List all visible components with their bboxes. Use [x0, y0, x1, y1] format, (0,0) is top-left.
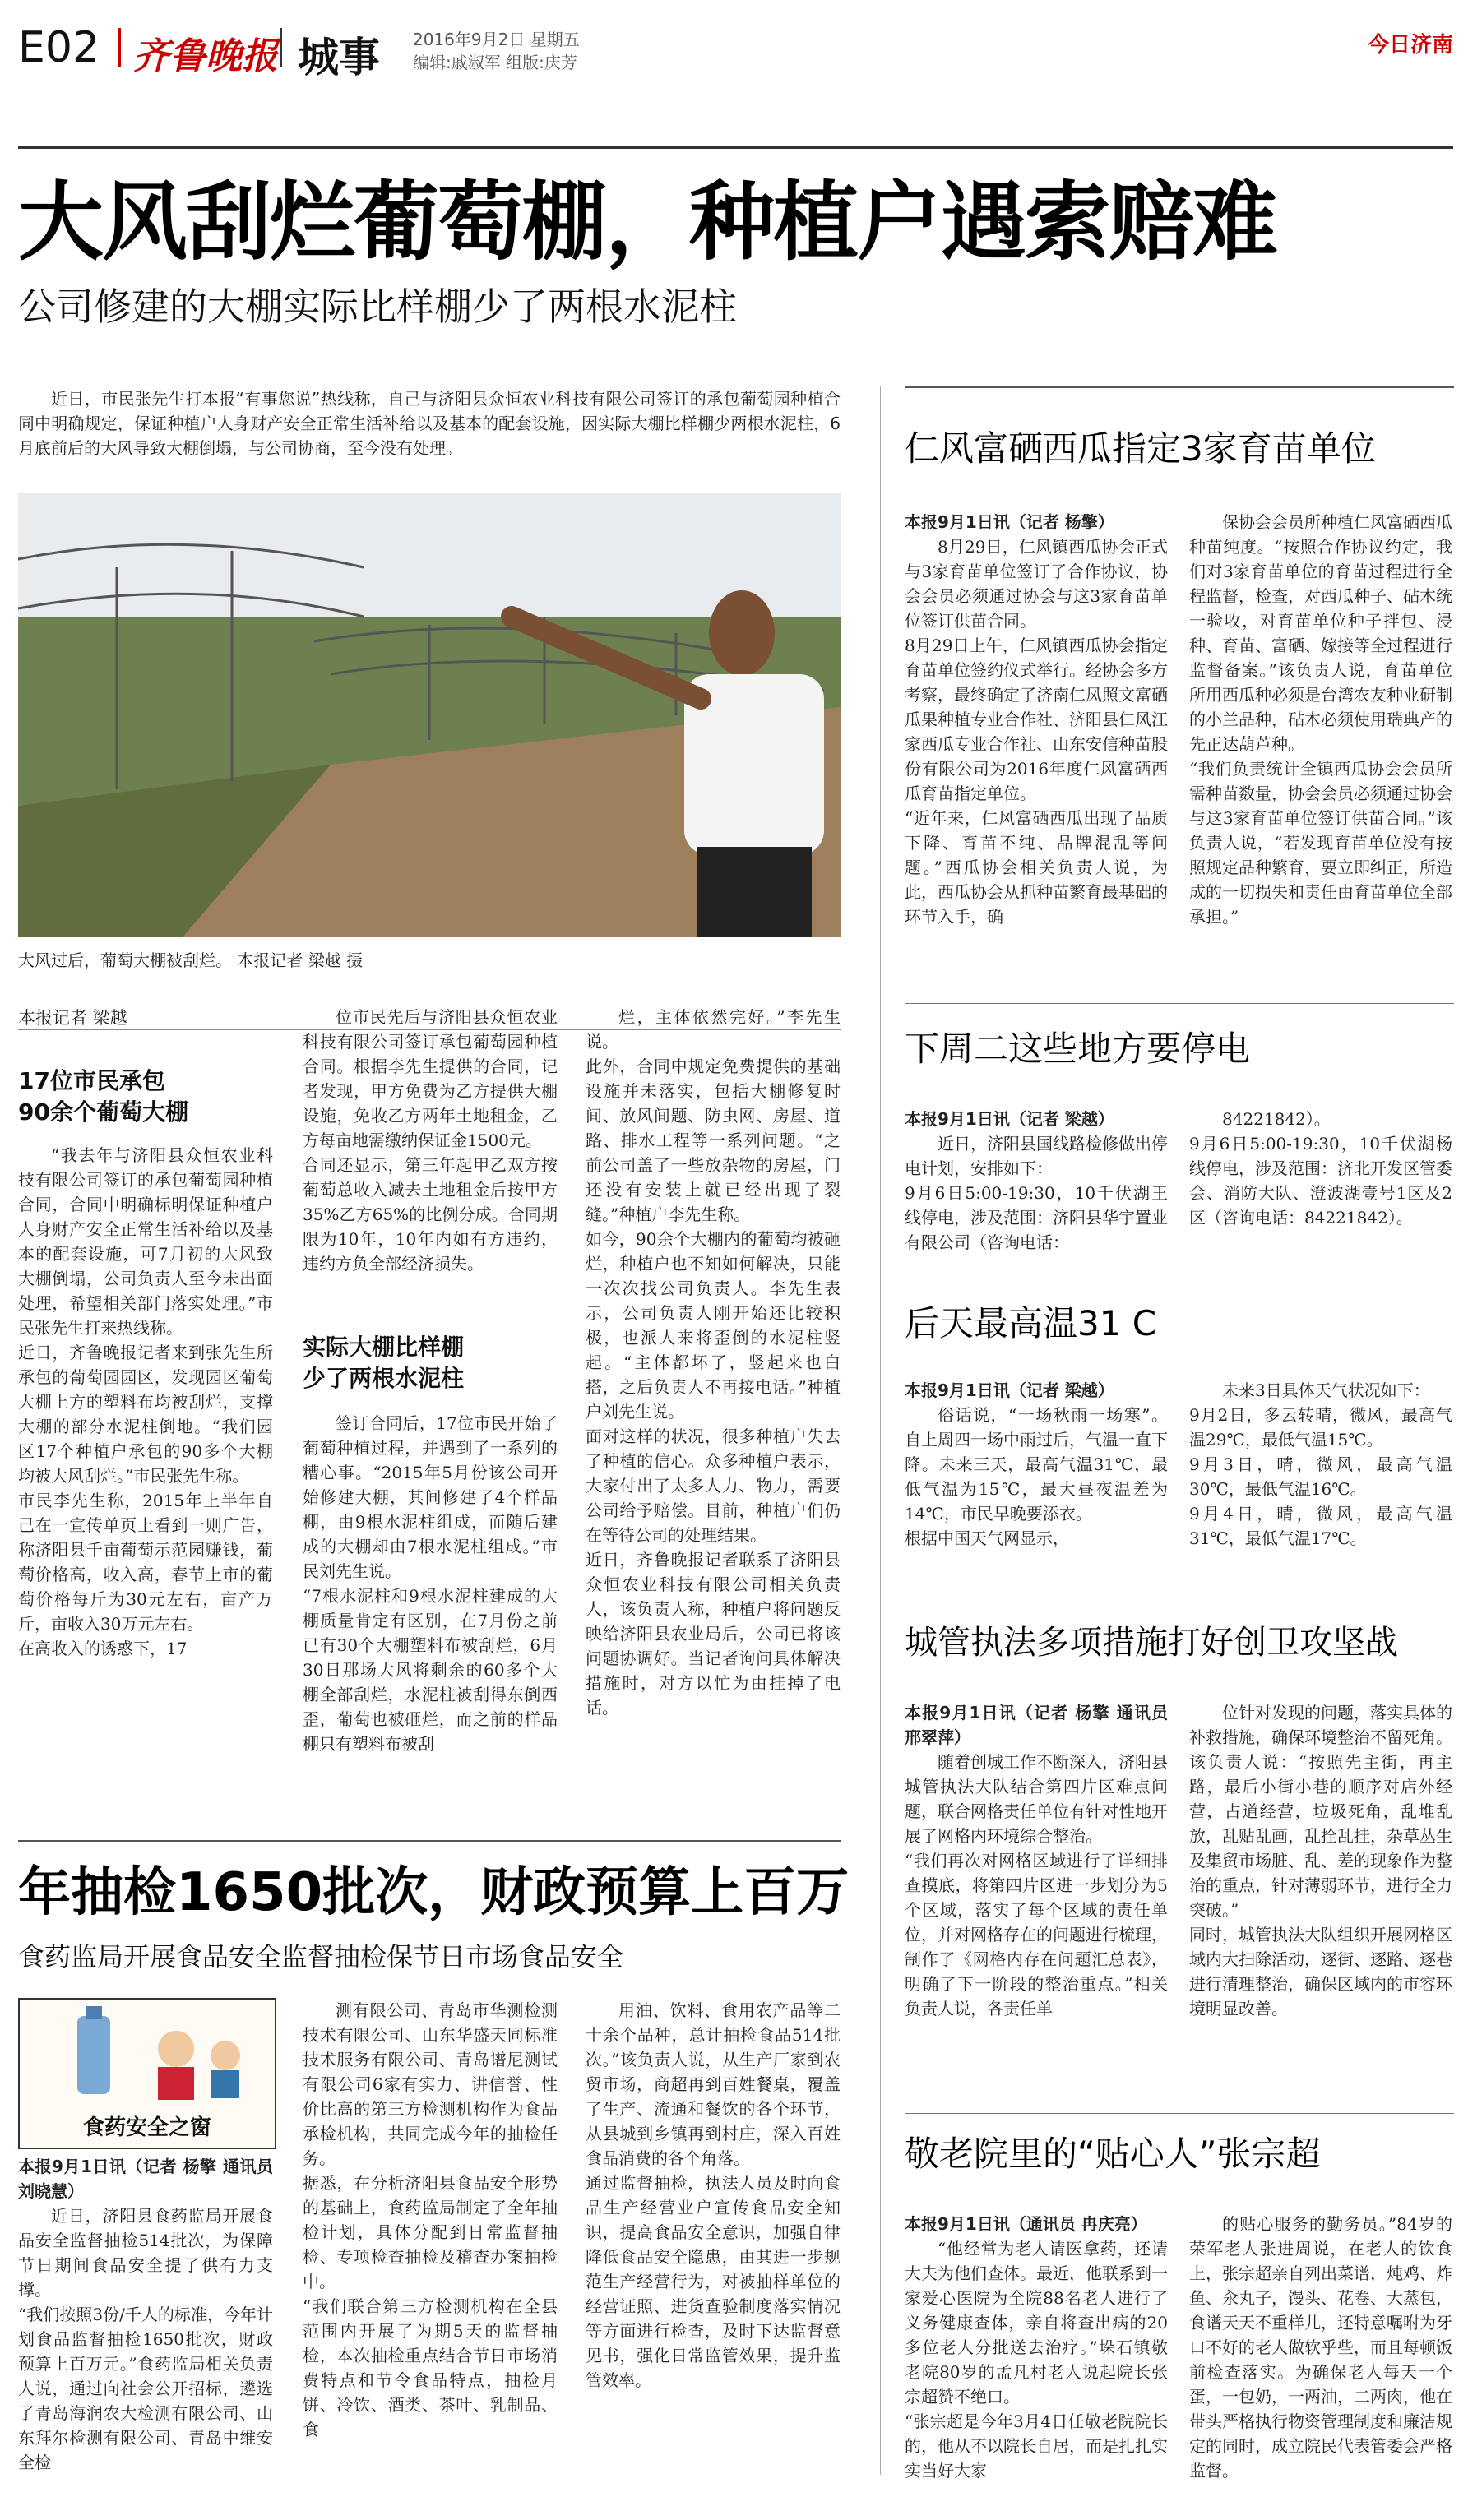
right-top-rule — [905, 386, 1454, 388]
column-divider — [880, 386, 881, 2475]
article-laoren-col1 — [905, 2212, 1168, 2499]
article-laoren-col2 — [1189, 2212, 1452, 2499]
lead-col2b-text: 签订合同后，17位市民开始了葡萄种植过程，并遇到了一系列的糟心事。“2015年5月份该公司开始修建大棚，其间修建了4个样品棚，由9根水泥柱组成，而随后建成的大棚却由7根水泥柱组成。”市民刘先生说。 “7根水泥柱和9根水泥柱建成的大棚质量肯定有区别，在7月份之前已有30个大棚塑料布被刮烂，6月30日那场大风将剩余的60多个大棚全部刮烂，水泥柱被刮得东倒西歪，葡萄也被砸烂，而之前的样品棚只有塑料布被刮 — [303, 1413, 558, 1754]
lead-headline: 大风刮烂葡萄棚，种植户遇索赔难 — [18, 172, 1277, 272]
photo-caption: 大风过后，葡萄大棚被刮烂。 本报记者 梁越 摄 — [18, 950, 364, 970]
weather-col1-text: 俗话说，“一场秋雨一场寒”。自上周四一场中雨过后，气温一直下降。未来三天，最高气温31℃，最低气温为15℃，最大昼夜温差为14℃，市民早晚要添衣。 根据中国天气网显示， — [905, 1405, 1168, 1548]
article-xigua-col1 — [905, 510, 1168, 987]
story2-col3-text: 用油、饮料、食用农产品等二十余个品种，总计抽检食品514批次。”该负责人说，从生产厂家到农贸市场，商超再到百姓餐桌，覆盖了生产、流通和餐饮的各个环节，从县城到乡镇再到村庄，深入百姓食品消费的各个角落。 通过监督抽检，执法人员及时向食品生产经营业户宣传食品安全知识，提高食品安全意识，加强自律降低食品安全隐患，由其进一步规范生产经营行为，对被抽样单位的经营证照、进货查验制度落实情况等方面进行检查，及时下达监督意见书，强化日常监管效果，提升监管效率。 — [586, 2000, 841, 2390]
masthead — [18, 23, 1453, 81]
article-chengguan-title: 城管执法多项措施打好创卫攻坚战 — [905, 1624, 1398, 1662]
lead-col2-text: 位市民先后与济阳县众恒农业科技有限公司签订承包葡萄园种植合同。根据李先生提供的合同，记者发现，甲方免费为乙方提供大棚设施，免收乙方两年土地租金，乙方每亩地需缴纳保证金1500元。 合同还显示，第三年起甲乙双方按葡萄总收入减去土地租金后按甲方35%乙方65%的比例分成。合同期限为10年，10年内如有方违约，违约方负全部经济损失。 — [303, 1007, 558, 1274]
rule-a2 — [905, 1003, 1454, 1004]
logo-label: 食药安全之窗 — [82, 2115, 211, 2140]
article-power-title: 下周二这些地方要停电 — [905, 1029, 1251, 1069]
rule-a5 — [905, 2113, 1454, 2114]
lead-col3-text: 烂，主体依然完好。”李先生说。 此外，合同中规定免费提供的基础设施并未落实，包括大棚修复时间、放风间题、防虫网、房屋、道路、排水工程等一系列问题。“之前公司盖了一些放杂物的房屋，门还没有安装上就已经出现了裂缝。”种植户李先生称。 如今，90余个大棚内的葡萄均被砸烂，种植户也不知如何解决，只能一次次找公司负责人。李先生表示，公司负责人刚开始还比较积极，也派人来将歪倒的水泥柱竖起。“主体都坏了，竖起来也白搭，之后负责人不再接电话。”种植户刘先生说。 面对这样的状况，很多种植户失去了种植的信心。众多种植户表示，大家付出了太多人力、物力，需要公司给予赔偿。目前，种植户们仍在等待公司的处理结果。 近日，齐鲁晚报记者联系了济阳县众恒农业科技有限公司相关负责人，该负责人称，种植户将问题反映给济阳县农业局后，公司已将该问题协调好。当记者询问具体解决措施时，对方以忙为由挂掉了电话。 — [586, 1007, 841, 1718]
lead-column-3 — [586, 1005, 841, 1817]
lead-byline: 本报记者 梁越 — [18, 1008, 127, 1028]
article-power-col2 — [1189, 1107, 1452, 1238]
page-number: E02 — [18, 23, 100, 72]
story2-column-1 — [18, 2154, 273, 2499]
newspaper-brand: 齐鲁晚报 — [133, 35, 278, 77]
weather-byline: 本报9月1日讯（记者 梁越） — [905, 1380, 1114, 1400]
laoren-byline: 本报9月1日讯（通讯员 冉庆亮） — [905, 2214, 1147, 2234]
story2-byline: 本报9月1日讯（记者 杨擎 通讯员 刘晓慧） — [18, 2157, 273, 2201]
xigua-byline: 本报9月1日讯（记者 杨擎） — [905, 512, 1114, 532]
article-chengguan-col2 — [1189, 1700, 1452, 2111]
weather-col2-text: 未来3日具体天气状况如下： 9月2日，多云转晴，微风，最高气温29℃，最低气温15℃。 9月3日，晴，微风，最高气温30℃，最低气温16℃。 9月4日，晴，微风，最高气温31℃，最低气温17℃。 — [1189, 1380, 1452, 1548]
lead-subheading-2: 实际大棚比样棚 少了两根水泥柱 — [303, 1334, 465, 1392]
story2-col1-text: 近日，济阳县食药监局开展食品安全监督抽检514批次，为保障节日期间食品安全提了供有力支撑。 “我们按照3份/千人的标准，今年计划食品监督抽检1650批次，财政预算上百万元。”食药监局相关负责人说，通过向社会公开招标，遴选了青岛海润农大检测有限公司、山东拜尔检测有限公司、青岛中维安全检 — [18, 2206, 273, 2472]
story2-column-2 — [303, 1998, 558, 2499]
story2-rule — [18, 1840, 841, 1842]
article-weather-col2 — [1189, 1378, 1452, 1592]
greenhouse-photo-icon — [18, 493, 841, 937]
chengguan-col2-text: 位针对发现的问题，落实具体的补救措施，确保环境整治不留死角。 该负责人说：“按照先主街，再主路，最后小街小巷的顺序对店外经营，占道经营，垃圾死角，乱堆乱放，乱贴乱画，乱拴乱挂，杂草丛生及集贸市场脏、乱、差的现象作为整治的重点，针对薄弱环节，进行全力突破。” 同时，城管执法大队组织开展网格区域内大扫除活动，逐街、逐路、逐巷进行清理整治，确保区域内的市容环境明显改善。 — [1189, 1703, 1452, 2018]
food-safety-icon — [20, 2000, 271, 2115]
edition-label: 今日济南 — [1367, 33, 1453, 58]
section-name: 城事 — [298, 34, 380, 81]
divider — [118, 28, 121, 67]
header-rule — [18, 146, 1453, 149]
issue-date: 2016年9月2日 星期五 — [413, 30, 580, 49]
power-col2-text: 84221842）。 9月6日5:00-19:30，10千伏湖杨线停电，涉及范围：济北开发区管委会、消防大队、澄波湖壹号1区及2区（咨询电话：84221842）。 — [1189, 1109, 1452, 1228]
article-xigua-title: 仁风富硒西瓜指定3家育苗单位 — [905, 428, 1376, 469]
story2-headline: 年抽检1650批次，财政预算上百万 — [18, 1862, 850, 1923]
laoren-col1-text: “他经常为老人请医拿药，还请大夫为他们查体。最近，他联系到一家爱心医院为全院88名老人进行了义务健康查体，亲自将查出病的20多位老人分批送去治疗。”垛石镇敬老院80岁的孟凡村老人说起院长张宗超赞不绝口。 “张宗超是今年3月4日任敬老院院长的，他从不以院长自居，而是扎扎实实当好大家 — [905, 2239, 1168, 2481]
divider — [280, 28, 282, 67]
story2-subhead: 食药监局开展食品安全监督抽检保节日市场食品安全 — [18, 1941, 624, 1972]
power-byline: 本报9月1日讯（记者 梁越） — [905, 1109, 1114, 1129]
lead-intro: 近日，市民张先生打本报“有事您说”热线称，自己与济阳县众恒农业科技有限公司签订的承包葡萄园种植合同中明确规定，保证种植户人身财产安全正常生活补给以及基本的配套设施，因实际大棚比样棚少两根水泥柱，6月底前后的大风导致大棚倒塌，与公司协商，至今没有处理。 — [18, 389, 841, 458]
story2-col2-text: 测有限公司、青岛市华测检测技术有限公司、山东华盛天同标准技术服务有限公司、青岛谱尼测试有限公司6家有实力、讲信誉、性价比高的第三方检测机构作为食品承检机构，共同完成今年的抽检任务。 据悉，在分析济阳县食品安全形势的基础上，食药监局制定了全年抽检计划，具体分配到日常监督抽检、专项检查抽检及稽查办案抽检中。 “我们联合第三方检测机构在全县范围内开展了为期5天的监督抽检，本次抽检重点结合节日市场消费特点和节令食品特点，抽检月饼、冷饮、酒类、茶叶、乳制品、食 — [303, 2000, 558, 2439]
lead-photo — [18, 493, 841, 937]
article-chengguan-col1 — [905, 1700, 1168, 2111]
article-laoren-title: 敬老院里的“贴心人”张宗超 — [905, 2134, 1321, 2174]
lead-col1-text: “我去年与济阳县众恒农业科技有限公司签订的承包葡萄园种植合同，合同中明确标明保证种植户人身财产安全正常生活补给以及基本的配套设施，可7月初的大风致大棚倒塌，公司负责人至今未出面处理，希望相关部门落实处理。”市民张先生打来热线称。 近日，齐鲁晚报记者来到张先生所承包的葡萄园园区，发现园区葡萄大棚上方的塑料布均被刮烂，支撑大棚的部分水泥柱倒地。“我们园区17个种植户承包的90多个大棚均被大风刮烂。”市民张先生称。 市民李先生称，2015年上半年自己在一宣传单页上看到一则广告，称济阳县千亩葡萄示范园赚钱，葡萄价格高，收入高，春节上市的葡萄价格每斤为30元左右，亩产万斤，亩收入30万元左右。 在高收入的诱惑下，17 — [18, 1145, 273, 1658]
xigua-col1-text: 8月29日，仁风镇西瓜协会正式与3家育苗单位签订了合作协议，协会会员必须通过协会与这3家育苗单位签订供苗合同。 8月29日上午，仁风镇西瓜协会指定育苗单位签约仪式举行。经协会多方考察，最终确定了济南仁凤照文富硒瓜果种植专业合作社、济阳县仁风江家西瓜专业合作社、山东安信种苗股份有限公司为2016年度仁风富硒西瓜育苗指定单位。 “近年来，仁风富硒西瓜出现了品质下降、育苗不纯、品牌混乱等问题。”西瓜协会相关负责人说，为此，西瓜协会从抓种苗繁育最基础的环节入手，确 — [905, 537, 1168, 927]
xigua-col2-text: 保协会会员所种植仁风富硒西瓜种苗纯度。“按照合作协议约定，我们对3家育苗单位的育苗过程进行全程监督，检查，对西瓜种子、砧木统一验收，对育苗单位种子拌包、浸种、育苗、富硒、嫁接等全过程进行监督备案。”该负责人说，育苗单位所用西瓜种必须是台湾农友种业研制的小兰品种，砧木必须使用瑞典产的先正达葫芦种。 “我们负责统计全镇西瓜协会会员所需种苗数量，协会会员必须通过协会与这3家育苗单位签订供苗合同。”该负责人说，“若发现育苗单位没有按照规定品种繁育，要立即纠正，所造成的一切损失和责任由育苗单位全部承担。” — [1189, 512, 1452, 927]
laoren-col2-text: 的贴心服务的勤务员。”84岁的荣军老人张进周说，在老人的饮食上，张宗超亲自列出菜谱，炖鸡、炸鱼、汆丸子，馒头、花卷、大蒸包，食谱天天不重样儿，还特意嘱咐为牙口不好的老人做软乎些，而且每顿饭前检查落实。为确保老人每天一个蛋，一包奶，一两油，二两肉，他在带头严格执行物资管理制度和廉洁规定的同时，成立院民代表管委会严格监督。 — [1189, 2214, 1452, 2481]
editors: 编辑:戚淑军 组版:庆芳 — [413, 53, 577, 72]
food-safety-logo — [18, 1998, 276, 2149]
lead-column-2 — [303, 1005, 558, 1276]
article-weather-title: 后天最高温31 C — [905, 1303, 1157, 1343]
lead-column-2b — [303, 1411, 558, 1817]
article-power-col1 — [905, 1107, 1168, 1252]
power-col1-text: 近日，济阳县国线路检修做出停电计划，安排如下： 9月6日5:00-19:30，10千伏湖王线停电，涉及范围：济阳县华宇置业有限公司（咨询电话： — [905, 1134, 1168, 1252]
lead-subhead: 公司修建的大棚实际比样棚少了两根水泥柱 — [18, 284, 737, 329]
article-weather-col1 — [905, 1378, 1168, 1592]
lead-column-1 — [18, 1143, 273, 1817]
story2-column-3 — [586, 1998, 841, 2499]
chengguan-byline: 本报9月1日讯（记者 杨擎 通讯员 邢翠萍） — [905, 1703, 1168, 1747]
lead-subheading-1: 17位市民承包 90余个葡萄大棚 — [18, 1067, 188, 1126]
article-xigua-col2 — [1189, 510, 1452, 987]
chengguan-col1-text: 随着创城工作不断深入，济阳县城管执法大队结合第四片区难点问题，联合网格责任单位有针对性地开展了网格内环境综合整治。 “我们再次对网格区域进行了详细排查摸底，将第四片区进一步划分为5个区域，落实了每个区域的责任单位，并对网格存在的问题进行梳理，制作了《网格内存在问题汇总表》，明确了下一阶段的整治重点。”相关负责人说，各责任单 — [905, 1752, 1168, 2018]
